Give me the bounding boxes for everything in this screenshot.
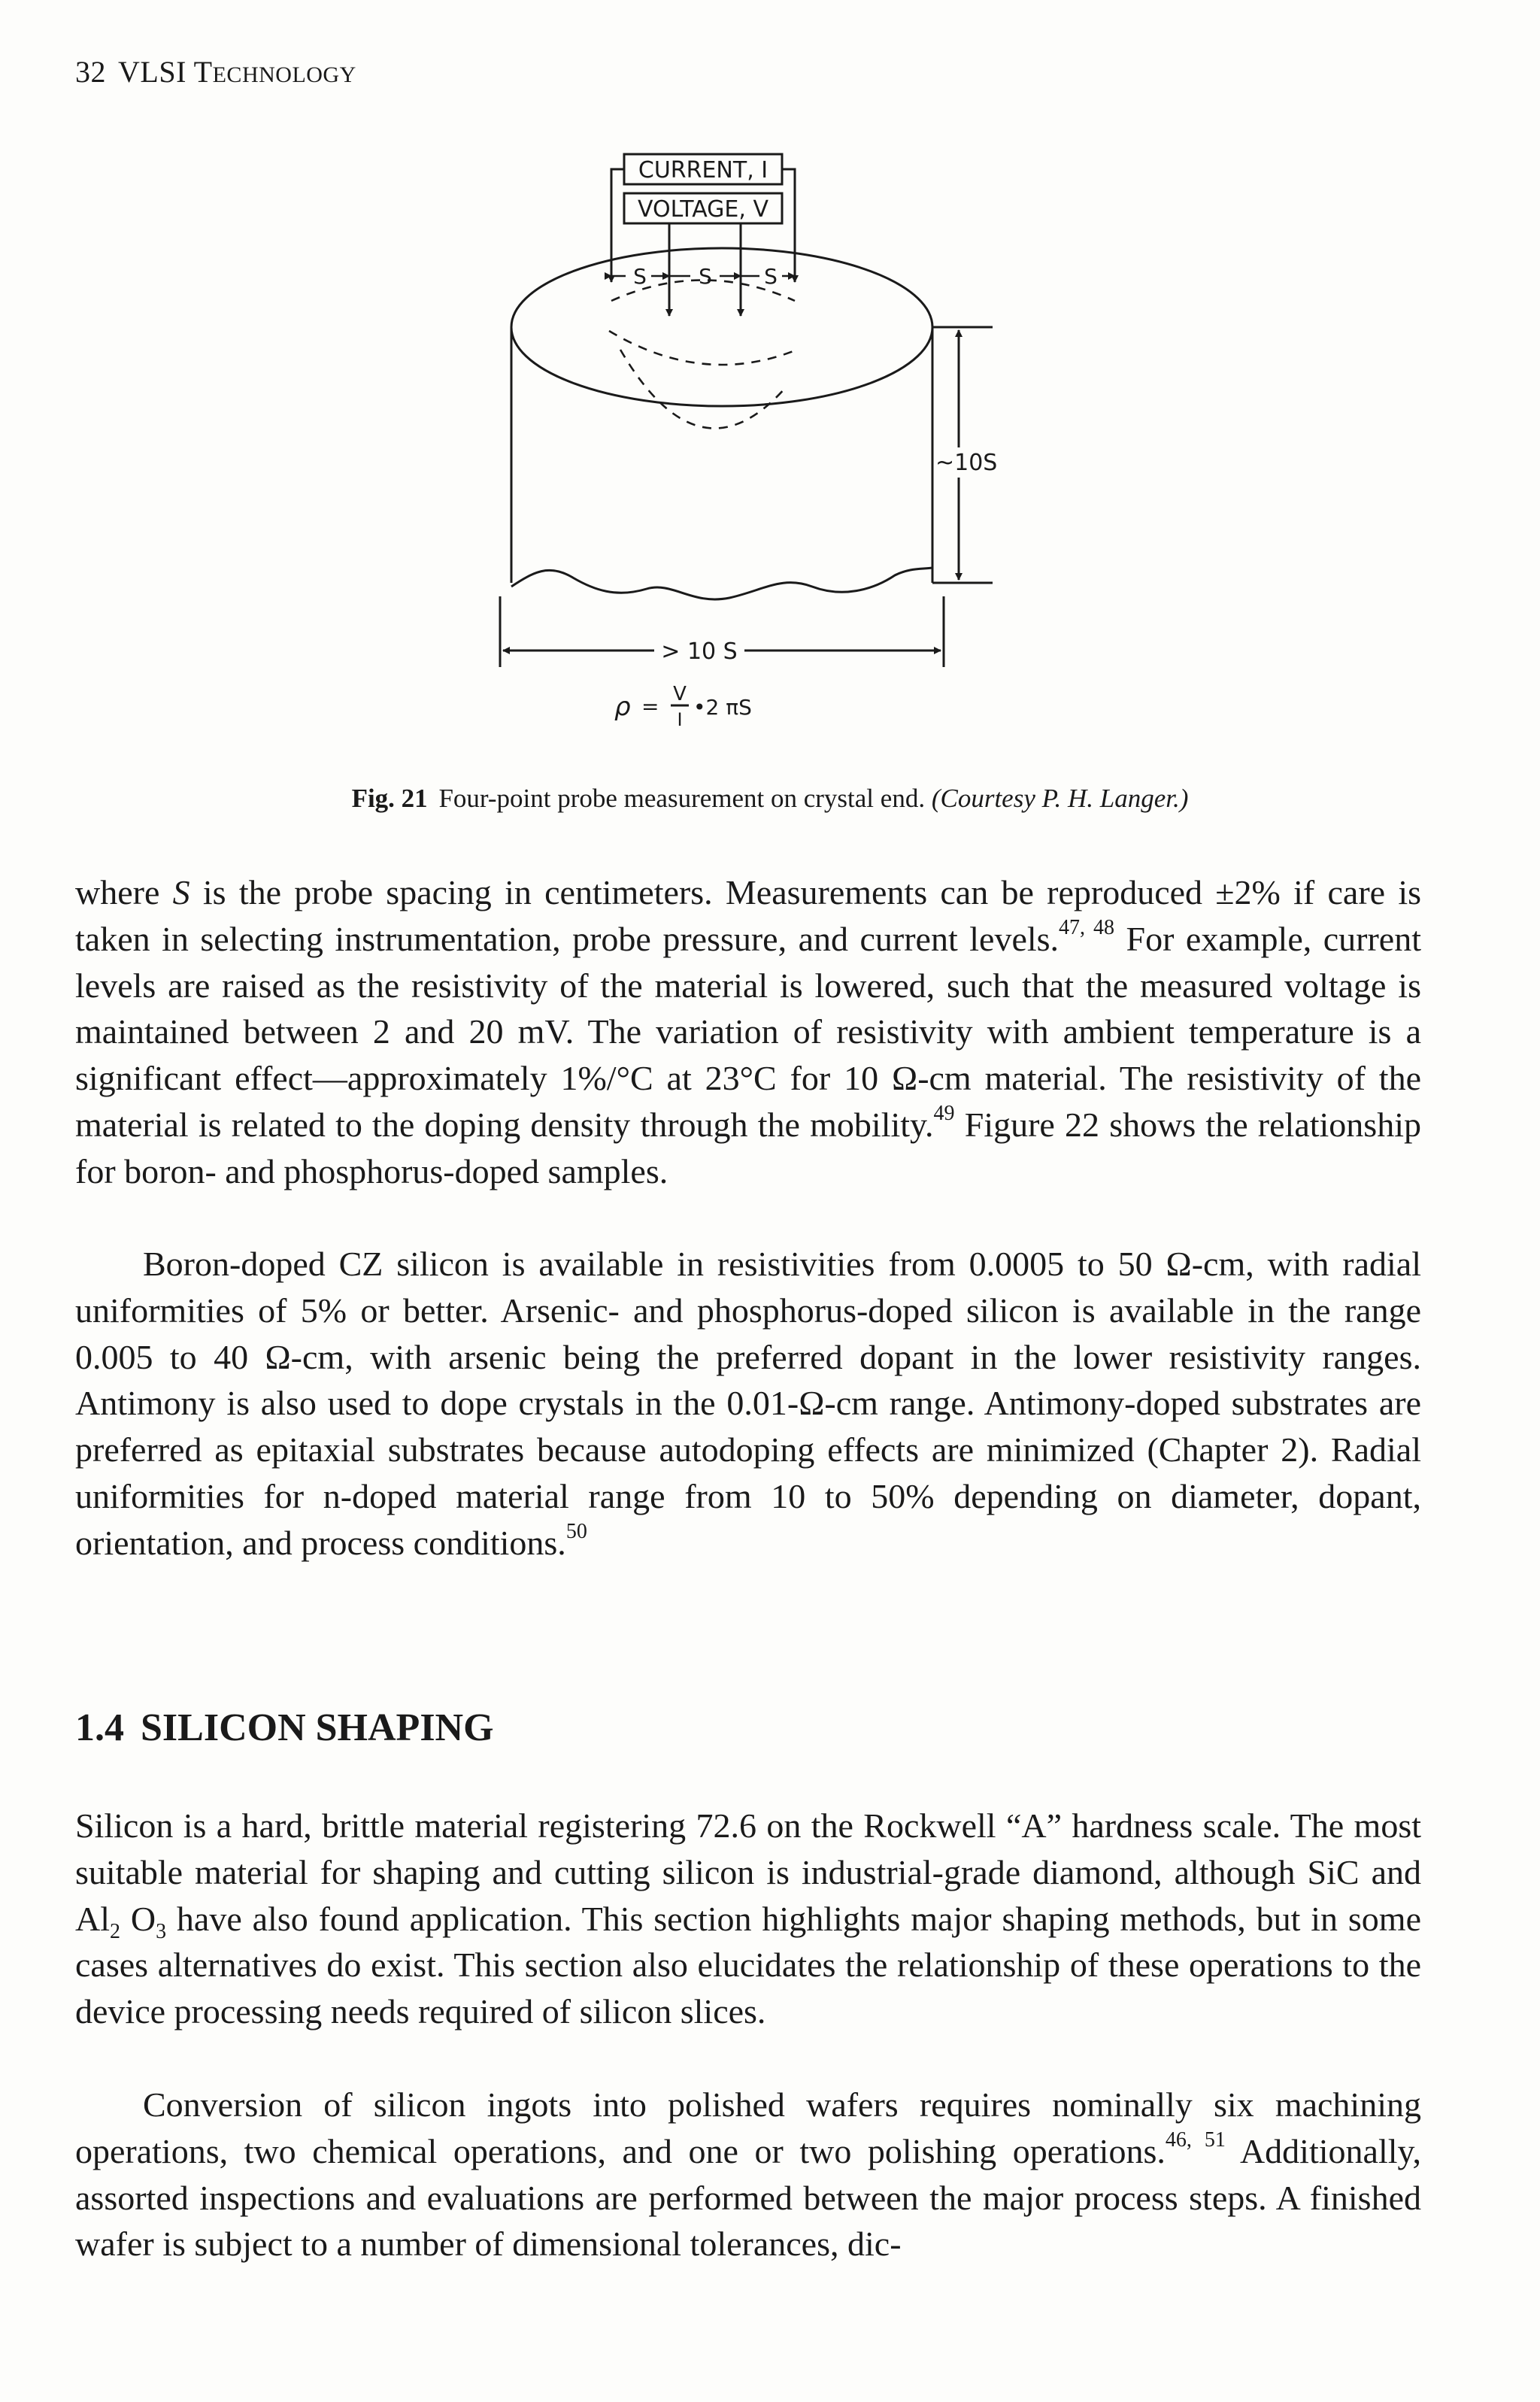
current-label: CURRENT, I xyxy=(638,157,768,183)
voltage-label: VOLTAGE, V xyxy=(638,196,768,223)
p1-text-3: Figure 22 shows the relationship for boron- and phosphorus-doped samples. xyxy=(75,1105,1421,1190)
figure-caption-credit: (Courtesy P. H. Langer.) xyxy=(931,784,1189,813)
formula-rest: •2 πS xyxy=(693,695,752,720)
section-title: SILICON SHAPING xyxy=(141,1706,494,1749)
height-label: ~10S xyxy=(935,450,998,476)
section-number: 1.4 xyxy=(75,1706,124,1749)
figure-caption xyxy=(0,784,1540,814)
formula-rho: ρ xyxy=(614,692,631,722)
running-title-start: VLSI T xyxy=(118,55,213,89)
p4-text-1: Conversion of silicon ingots into polished wafers requires nominally six machining operations, two chemical operations, and one or two polishing operations. xyxy=(75,2085,1421,2170)
current-wire-right xyxy=(782,169,795,282)
current-wire-left xyxy=(611,169,624,282)
spacing-label-3: S xyxy=(764,264,778,289)
spacing-label-1: S xyxy=(633,264,647,289)
p2-text-1: Boron-doped CZ silicon is available in resistivities from 0.0005 to 50 Ω-cm, with radial uniformities of 5% or better. Arsenic- and phosphorus-doped silicon is available in the range 0.005 to 40 Ω-cm, with arsenic being the preferred dopant in the lower resistivity ranges. Antimony is also used to dope crystals in the 0.01-Ω-cm range. Antimony-doped substrates are preferred as epitaxial substrates because autodoping effects are minimized (Chapter 2). Radial uniformities for n-doped material range from 10 to 50% depending on diameter, dopant, orientation, and process conditions. xyxy=(75,1245,1421,1562)
p3-text-1: Silicon is a hard, brittle material registering 72.6 on the Rockwell “A” hardness scale. The most suitable material for shaping and cutting silicon is industrial-grade diamond, although SiC and Al xyxy=(75,1806,1421,1938)
p1-text-2: For example, current levels are raised as the resistivity of the material is lowered, such that the measured voltage is maintained between 2 and 20 mV. The variation of resistivity with ambient temperature is a significant effect—approximately 1%/°C at 23°C for 10 Ω-cm material. The resistivity of the material is related to the doping density through the mobility. xyxy=(75,919,1421,1144)
paragraph-silicon-hardness xyxy=(75,1803,1421,2035)
page-number: 32 xyxy=(75,55,106,89)
p2-citation: 50 xyxy=(565,1519,587,1543)
current-flow-lower xyxy=(620,350,786,429)
p3-text-3: have also found application. This section highlights major shaping methods, but in some cases alternatives do exist. This section also elucidates the relationship of these operations to the device processing needs required of silicon slices. xyxy=(75,1899,1421,2031)
p4-citation: 46, 51 xyxy=(1165,2128,1226,2152)
paragraph-probe-spacing xyxy=(75,869,1421,1195)
figure-caption-label: Fig. 21 xyxy=(351,784,428,813)
p3-text-2: O xyxy=(120,1899,156,1938)
p3-subscript-1: 2 xyxy=(110,1919,120,1943)
running-title-rest: ECHNOLOGY xyxy=(212,62,356,87)
width-label: > 10 S xyxy=(661,638,738,665)
section-heading xyxy=(75,1706,494,1750)
crystal-broken-bottom xyxy=(511,568,932,599)
paragraph-wafer-conversion xyxy=(75,2082,1421,2267)
p3-subscript-2: 3 xyxy=(156,1919,167,1943)
formula-denominator: I xyxy=(677,709,683,730)
p1-citation-1: 47, 48 xyxy=(1059,915,1115,939)
p1-citation-2: 49 xyxy=(933,1101,955,1125)
p1-text-0: where xyxy=(75,873,173,911)
probe-diagram xyxy=(466,147,1008,748)
crystal-top-ellipse xyxy=(511,248,932,406)
four-point-probe-figure xyxy=(466,147,1008,748)
running-head xyxy=(75,54,356,89)
p4-text-2: Additionally, assorted inspections and evaluations are performed between the major process steps. A finished wafer is subject to a number of dimensional tolerances, dic- xyxy=(75,2131,1422,2264)
figure-caption-text: Four-point probe measurement on crystal end. xyxy=(438,784,926,813)
spacing-label-2: S xyxy=(699,264,712,289)
p1-symbol-s: S xyxy=(172,873,190,911)
p1-text-1: is the probe spacing in centimeters. Measurements can be reproduced ±2% if care is taken in selecting instrumentation, probe pressure, and current levels. xyxy=(75,873,1421,958)
formula-equals: = xyxy=(641,694,659,719)
current-flow-upper xyxy=(609,331,797,365)
paragraph-resistivities xyxy=(75,1241,1421,1566)
formula-numerator: V xyxy=(673,683,687,705)
